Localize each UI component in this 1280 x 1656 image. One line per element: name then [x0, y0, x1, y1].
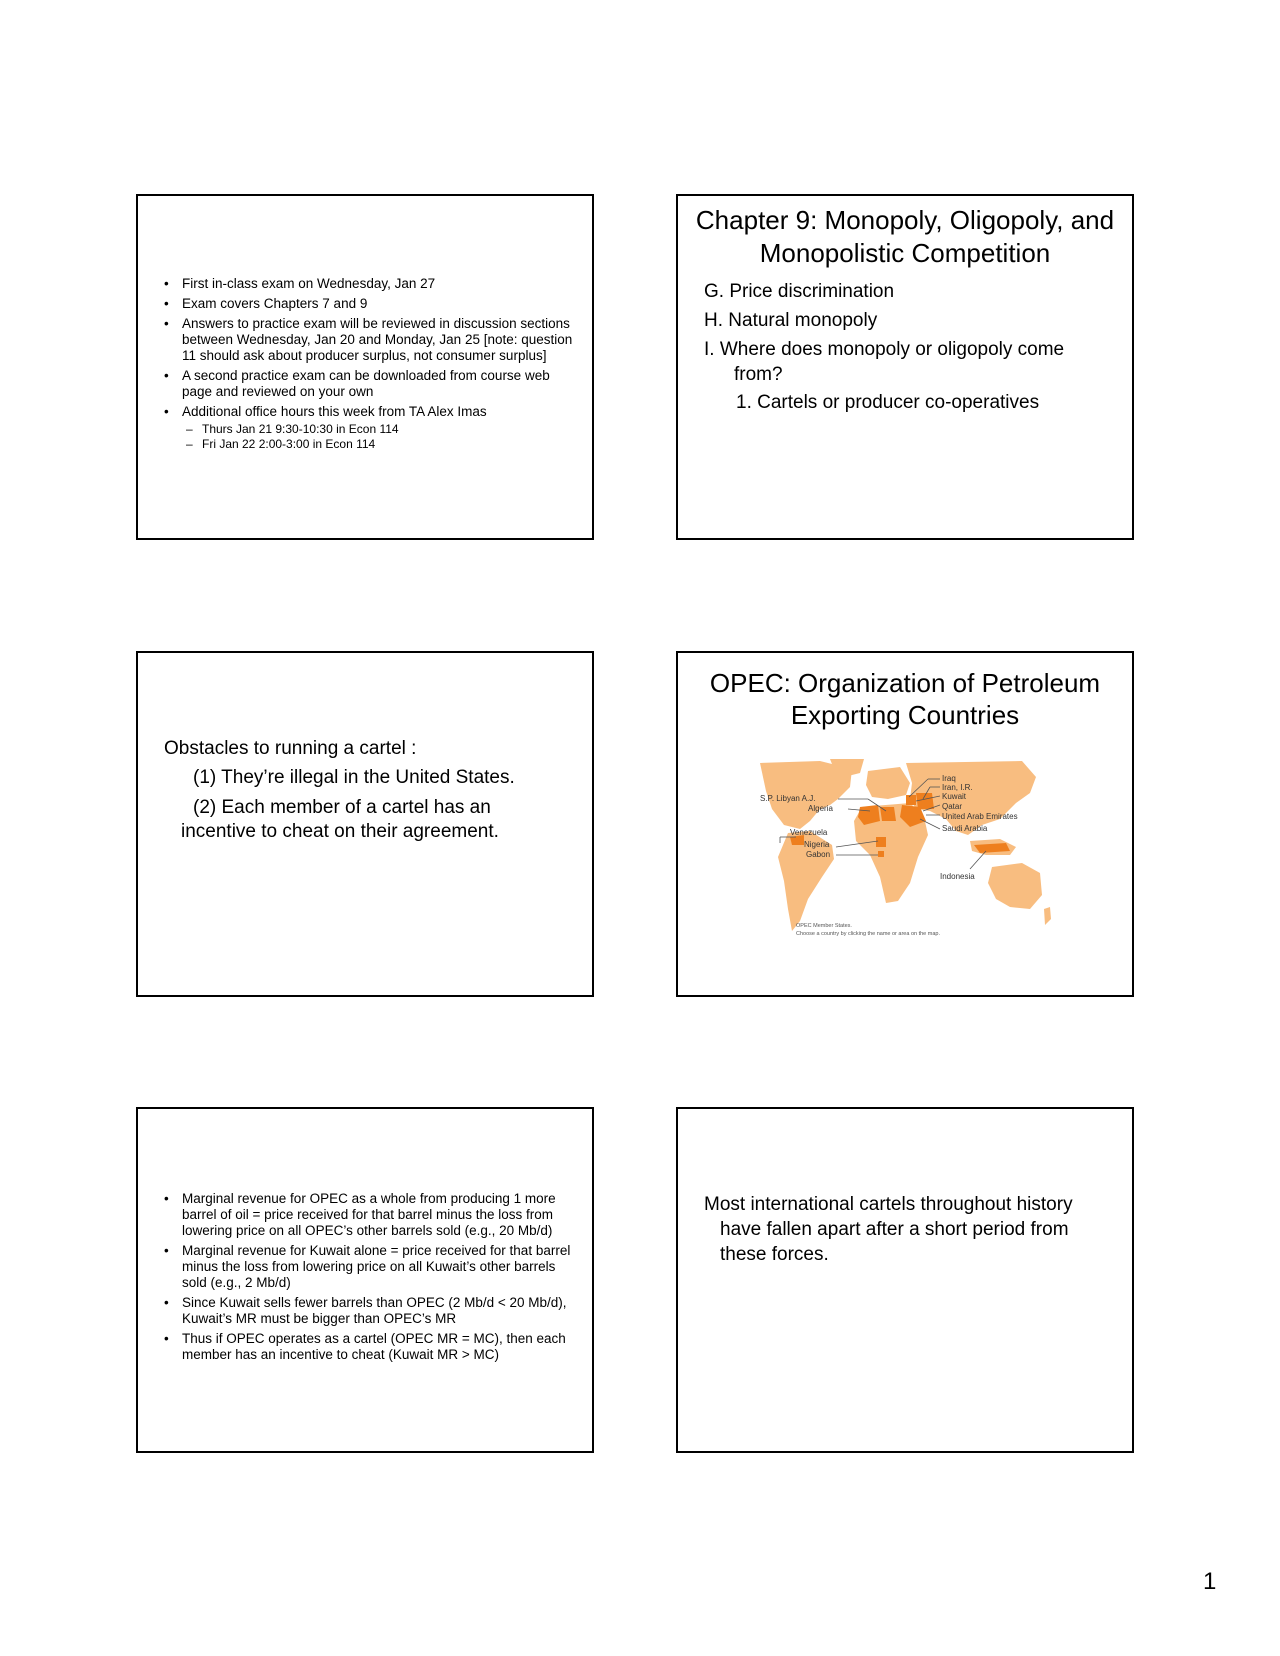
outline-item-i-cont: from?	[734, 364, 783, 385]
obstacle-point-1: (1) They’re illegal in the United States.	[193, 767, 515, 788]
sub-list-item: – Thurs Jan 21 9:30-10:30 in Econ 114	[186, 422, 576, 437]
list-item: • Marginal revenue for OPEC as a whole from producing 1 more barrel of oil = price received for that barrel minus the loss from lowering price on all OPEC’s other barrels sold (e.g., 20 Mb/d)	[164, 1191, 576, 1239]
outline-item-g: G. Price discrimination	[704, 281, 895, 302]
new-zealand-shape	[1044, 907, 1051, 925]
map-label-saudi-arabia: Saudi Arabia	[942, 824, 988, 833]
announcement-list	[164, 276, 576, 456]
map-label-kuwait: Kuwait	[942, 792, 967, 801]
list-item	[164, 404, 576, 452]
map-label-venezuela: Venezuela	[790, 828, 828, 837]
map-label-qatar: Qatar	[942, 802, 963, 811]
list-item: • Answers to practice exam will be reviewed in discussion sections between Wednesday, Jan 20 and Monday, Jan 25 [note: question 11 should ask about producer surplus, not consumer surplus]	[164, 316, 576, 364]
map-label-iraq: Iraq	[942, 774, 956, 783]
slide-heading: Obstacles to running a cartel :	[164, 738, 417, 759]
history-line-3: these forces.	[720, 1244, 829, 1265]
map-label-algeria: Algeria	[808, 804, 833, 813]
slide-title: Chapter 9: Monopoly, Oligopoly, and Monopolistic Competition	[695, 205, 1115, 268]
slide-exam-announcements	[136, 194, 594, 540]
nigeria-area	[876, 837, 886, 847]
list-item: • First in-class exam on Wednesday, Jan 27	[164, 276, 576, 292]
list-item: • Since Kuwait sells fewer barrels than OPEC (2 Mb/d < 20 Mb/d), Kuwait’s MR must be bigger than OPEC’s MR	[164, 1295, 576, 1327]
outline-subitem-1: 1. Cartels or producer co-operatives	[736, 392, 1040, 413]
map-label-nigeria: Nigeria	[804, 840, 830, 849]
marginal-revenue-list	[164, 1191, 576, 1367]
map-footnote-1: OPEC Member States.	[796, 923, 852, 929]
libya-area	[880, 807, 896, 821]
list-item-text: Additional office hours this week from TA Alex Imas	[182, 404, 487, 419]
list-item: • Exam covers Chapters 7 and 9	[164, 296, 576, 312]
slide-marginal-revenue	[136, 1107, 594, 1453]
page-number: 1	[1203, 1568, 1217, 1595]
map-label-libya: S.P. Libyan A.J.	[760, 794, 816, 803]
australia-shape	[988, 863, 1042, 909]
slide-cartel-obstacles	[136, 651, 594, 997]
obstacle-point-2-cont: incentive to cheat on their agreement.	[181, 821, 499, 842]
list-item: • Thus if OPEC operates as a cartel (OPEC MR = MC), then each member has an incentive to cheat (Kuwait MR > MC)	[164, 1331, 576, 1363]
sub-list-item: – Fri Jan 22 2:00-3:00 in Econ 114	[186, 437, 576, 452]
map-footnote-2: Choose a country by clicking the name or area on the map.	[796, 931, 940, 937]
slide-opec-map	[676, 651, 1134, 997]
obstacle-point-2: (2) Each member of a cartel has an	[193, 797, 491, 818]
opec-world-map	[760, 759, 1052, 941]
outline-item-i: I. Where does monopoly or oligopoly come	[704, 339, 1065, 360]
map-label-gabon: Gabon	[806, 850, 831, 859]
iraq-area	[906, 795, 916, 805]
outline-item-h: H. Natural monopoly	[704, 310, 878, 331]
slide-chapter-9-outline	[676, 194, 1134, 540]
map-label-indonesia: Indonesia	[940, 872, 975, 881]
map-label-uae: United Arab Emirates	[942, 812, 1018, 821]
history-line-2: have fallen apart after a short period from	[720, 1219, 1069, 1240]
map-label-iran: Iran, I.R.	[942, 783, 973, 792]
slide-title: OPEC: Organization of Petroleum Exporting Countries	[709, 668, 1101, 730]
list-item: • A second practice exam can be downloaded from course web page and reviewed on your own	[164, 368, 576, 400]
world-map-graphic	[760, 759, 1052, 941]
slide-cartel-history	[676, 1107, 1134, 1453]
history-line-1: Most international cartels throughout history	[704, 1194, 1073, 1215]
list-item: • Marginal revenue for Kuwait alone = price received for that barrel minus the loss from lowering price on all Kuwait’s other barrels sold (e.g., 2 Mb/d)	[164, 1243, 576, 1291]
gabon-area	[878, 851, 884, 857]
europe-shape	[866, 767, 910, 799]
